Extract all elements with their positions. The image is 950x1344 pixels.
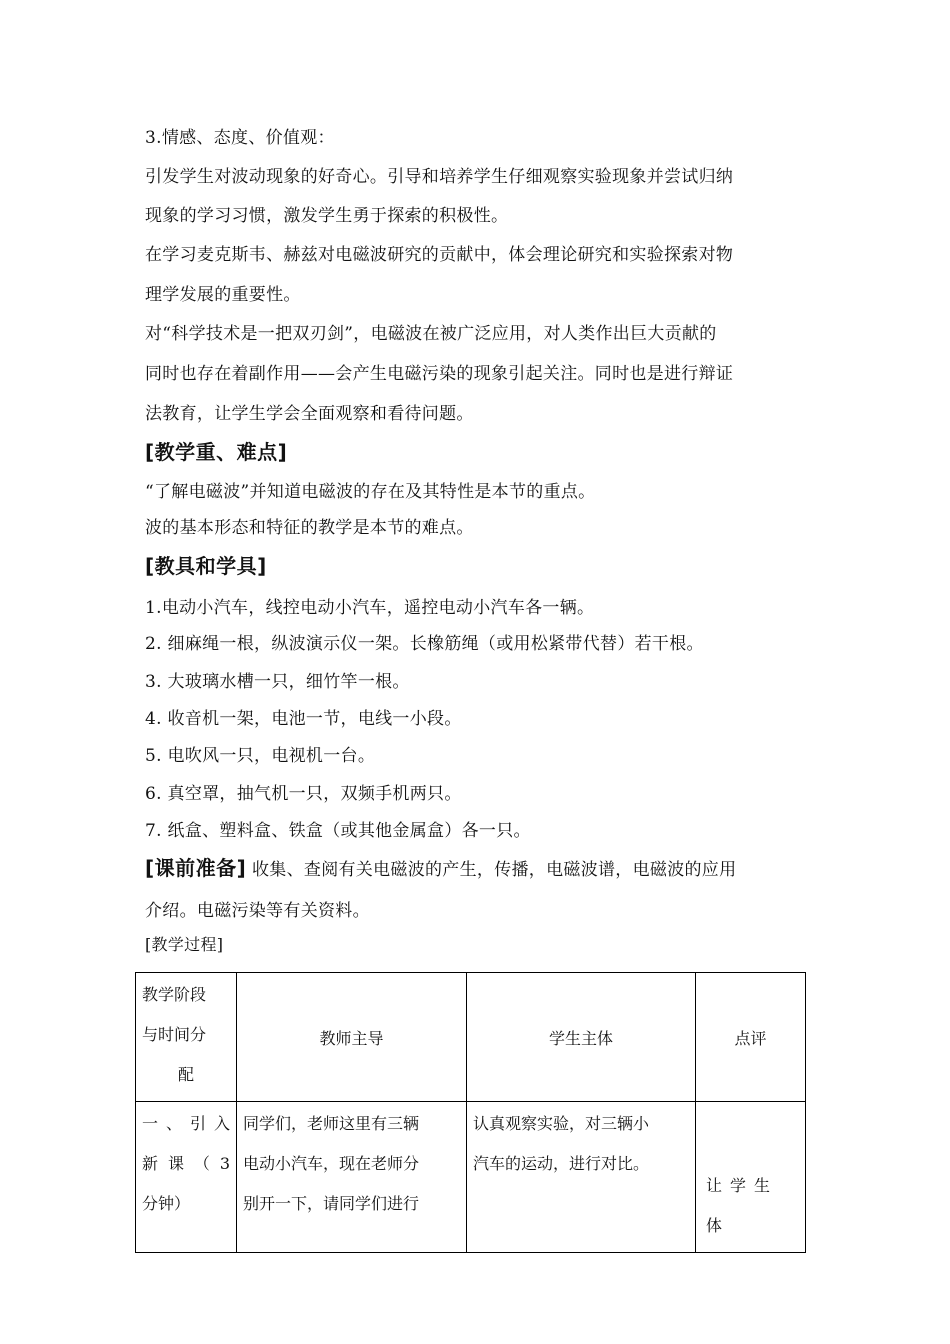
tools-item-5: 5. 电吹风一只，电视机一台。 <box>145 746 376 766</box>
row1-student-line-1: 认真观察实验，对三辆小 <box>473 1114 650 1133</box>
tools-item-4: 4. 收音机一架，电池一节，电线一小段。 <box>145 709 462 729</box>
header-stage-line-1: 教学阶段 <box>142 985 207 1004</box>
section3-line-3: 在学习麦克斯韦、赫兹对电磁波研究的贡献中，体会理论研究和实验探索对物 <box>145 245 734 265</box>
header-stage-line-3: 配 <box>177 1065 194 1084</box>
header-student-label: 学生主体 <box>548 1028 613 1048</box>
row1-stage <box>136 1102 237 1253</box>
section3-line-5: 对“科学技术是一把双刃剑”，电磁波在被广泛应用，对人类作出巨大贡献的 <box>145 324 717 344</box>
table-row <box>136 1102 806 1253</box>
preparation-line-1 <box>145 857 736 881</box>
row1-stage-line-2: 新课（3 <box>142 1154 230 1173</box>
header-student <box>467 973 696 1102</box>
key-points-line-2: 波的基本形态和特征的教学是本节的难点。 <box>145 518 474 538</box>
key-points-line-1: “了解电磁波”并知道电磁波的存在及其特性是本节的重点。 <box>145 482 596 502</box>
tools-item-3: 3. 大玻璃水槽一只，细竹竿一根。 <box>145 672 410 692</box>
header-comment-label: 点评 <box>734 1028 767 1048</box>
teaching-process-table <box>135 972 806 1253</box>
preparation-line-2: 介绍。电磁污染等有关资料。 <box>145 901 370 921</box>
row1-student <box>467 1102 696 1253</box>
key-points-heading: [教学重、难点] <box>145 440 288 464</box>
row1-teacher-line-1: 同学们，老师这里有三辆 <box>243 1114 420 1133</box>
preparation-heading: [课前准备] <box>145 856 247 880</box>
tools-heading: [教具和学具] <box>145 554 267 578</box>
preparation-text-1: 收集、查阅有关电磁波的产生，传播，电磁波谱，电磁波的应用 <box>252 860 737 880</box>
header-comment <box>696 973 806 1102</box>
process-heading: [教学过程] <box>145 935 224 954</box>
section3-line-4: 理学发展的重要性。 <box>145 285 301 305</box>
row1-teacher-line-3: 别开一下，请同学们进行 <box>243 1194 420 1213</box>
header-teacher <box>237 973 467 1102</box>
tools-item-2: 2. 细麻绳一根，纵波演示仪一架。长橡筋绳（或用松紧带代替）若干根。 <box>145 634 704 654</box>
tools-item-6: 6. 真空罩，抽气机一只，双频手机两只。 <box>145 784 462 804</box>
tools-item-1: 1.电动小汽车，线控电动小汽车，遥控电动小汽车各一辆。 <box>145 598 595 618</box>
row1-student-line-2: 汽车的运动，进行对比。 <box>473 1154 650 1173</box>
section3-line-7: 法教育，让学生学会全面观察和看待问题。 <box>145 404 474 424</box>
section3-line-1: 引发学生对波动现象的好奇心。引导和培养学生仔细观察实验现象并尝试归纳 <box>145 167 734 187</box>
section3-line-2: 现象的学习习惯，激发学生勇于探索的积极性。 <box>145 206 509 226</box>
section3-line-6: 同时也存在着副作用——会产生电磁污染的现象引起关注。同时也是进行辩证 <box>145 364 734 384</box>
row1-stage-line-1: 一、引入 <box>142 1114 230 1133</box>
section3-title: 3.情感、态度、价值观： <box>145 128 335 148</box>
table-header-row <box>136 973 806 1102</box>
tools-item-7: 7. 纸盒、塑料盒、铁盒（或其他金属盒）各一只。 <box>145 821 531 841</box>
row1-teacher <box>237 1102 467 1253</box>
row1-comment <box>696 1102 806 1253</box>
row1-teacher-line-2: 电动小汽车，现在老师分 <box>243 1154 420 1173</box>
row1-comment-text: 让学生体 <box>706 1176 779 1235</box>
header-stage-line-2: 与时间分 <box>142 1025 207 1044</box>
header-teacher-label: 教师主导 <box>319 1028 384 1048</box>
header-stage <box>136 973 237 1102</box>
row1-stage-line-3: 分钟） <box>142 1194 191 1213</box>
